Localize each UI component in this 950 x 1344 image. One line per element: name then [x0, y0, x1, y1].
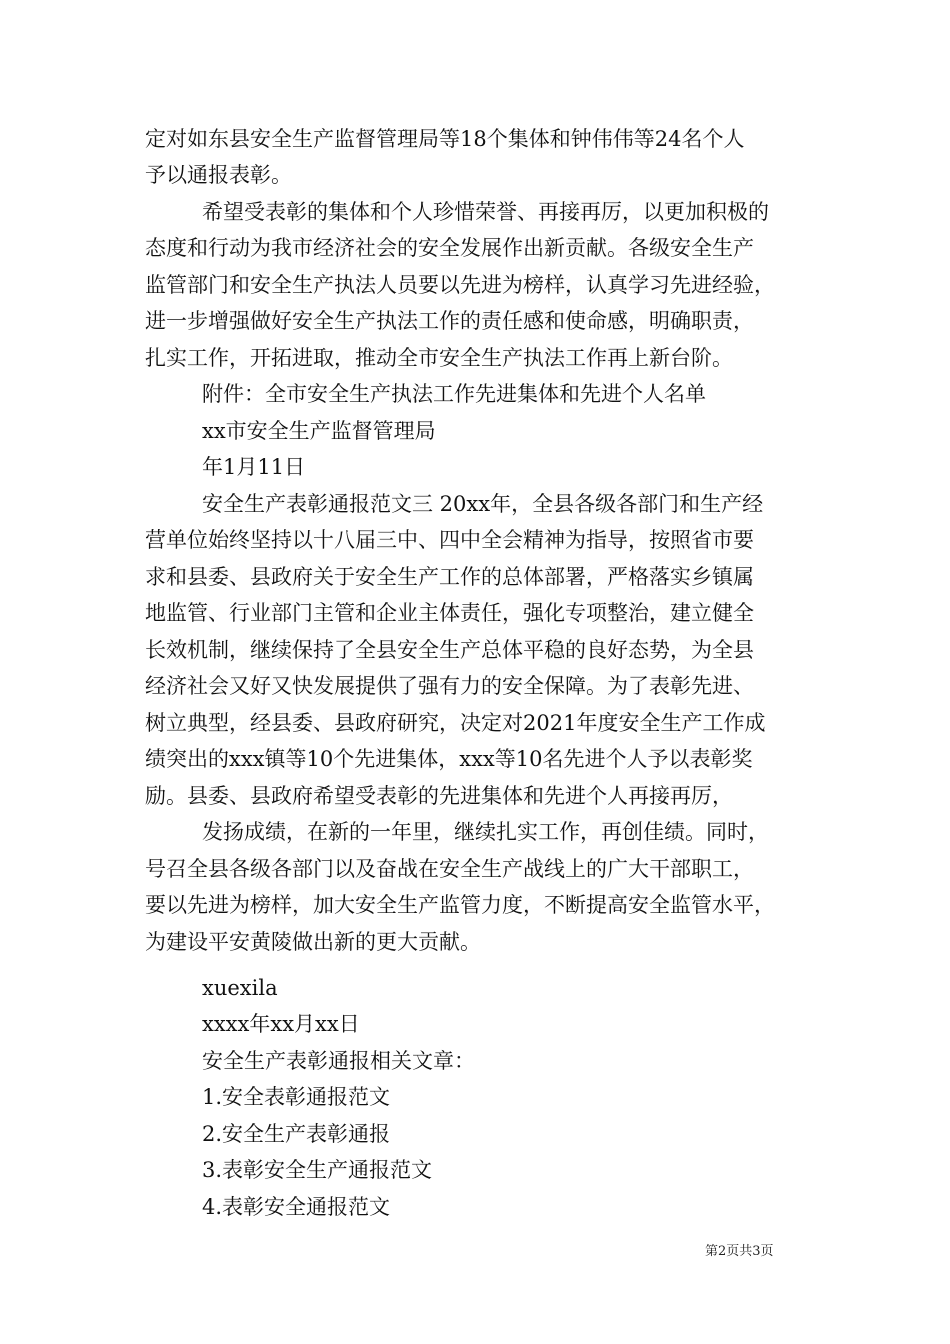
related-article-item: 1.安全表彰通报范文: [202, 1085, 391, 1109]
page-number-footer: 第2页共3页: [705, 1244, 774, 1259]
body-text-line: 安全生产表彰通报范文三 20xx年，全县各级各部门和生产经: [202, 492, 764, 516]
body-text-line: 监管部门和安全生产执法人员要以先进为榜样，认真学习先进经验，: [145, 273, 775, 297]
attachment-line: 附件：全市安全生产执法工作先进集体和先进个人名单: [202, 382, 706, 406]
date-line: xxxx年xx月xx日: [202, 1012, 360, 1036]
body-text-line: 绩突出的xxx镇等10个先进集体，xxx等10名先进个人予以表彰奖: [145, 747, 753, 771]
body-text-line: 励。县委、县政府希望受表彰的先进集体和先进个人再接再厉，: [145, 784, 733, 808]
signature-line: xuexila: [202, 976, 278, 1000]
body-text-line: 树立典型，经县委、县政府研究，决定对2021年度安全生产工作成: [145, 711, 766, 735]
body-text-line: 求和县委、县政府关于安全生产工作的总体部署，严格落实乡镇属: [145, 565, 754, 589]
related-article-item: 4.表彰安全通报范文: [202, 1195, 391, 1219]
body-text-line: 地监管、行业部门主管和企业主体责任，强化专项整治，建立健全: [145, 601, 754, 625]
body-text-line: 为建设平安黄陵做出新的更大贡献。: [145, 930, 481, 954]
body-text-line: 希望受表彰的集体和个人珍惜荣誉、再接再厉，以更加积极的: [202, 200, 769, 224]
related-articles-heading: 安全生产表彰通报相关文章：: [202, 1049, 475, 1073]
body-text-line: 要以先进为榜样，加大安全生产监管力度，不断提高安全监管水平，: [145, 893, 775, 917]
body-text-line: 经济社会又好又快发展提供了强有力的安全保障。为了表彰先进、: [145, 674, 754, 698]
body-text-line: 号召全县各级各部门以及奋战在安全生产战线上的广大干部职工，: [145, 857, 754, 881]
body-text-line: 营单位始终坚持以十八届三中、四中全会精神为指导，按照省市要: [145, 528, 754, 552]
body-text-line: 态度和行动为我市经济社会的安全发展作出新贡献。各级安全生产: [145, 236, 754, 260]
body-text-line: 定对如东县安全生产监督管理局等18个集体和钟伟伟等24名个人: [145, 127, 745, 151]
issuer-line: xx市安全生产监督管理局: [202, 419, 436, 443]
date-line: 年1月11日: [202, 455, 306, 479]
body-text-line: 进一步增强做好安全生产执法工作的责任感和使命感，明确职责，: [145, 309, 754, 333]
related-article-item: 3.表彰安全生产通报范文: [202, 1158, 433, 1182]
body-text-line: 扎实工作，开拓进取，推动全市安全生产执法工作再上新台阶。: [145, 346, 733, 370]
body-text-line: 长效机制，继续保持了全县安全生产总体平稳的良好态势，为全县: [145, 638, 754, 662]
body-text-line: 发扬成绩，在新的一年里，继续扎实工作，再创佳绩。同时，: [202, 820, 769, 844]
body-text-line: 予以通报表彰。: [145, 163, 292, 187]
related-article-item: 2.安全生产表彰通报: [202, 1122, 391, 1146]
